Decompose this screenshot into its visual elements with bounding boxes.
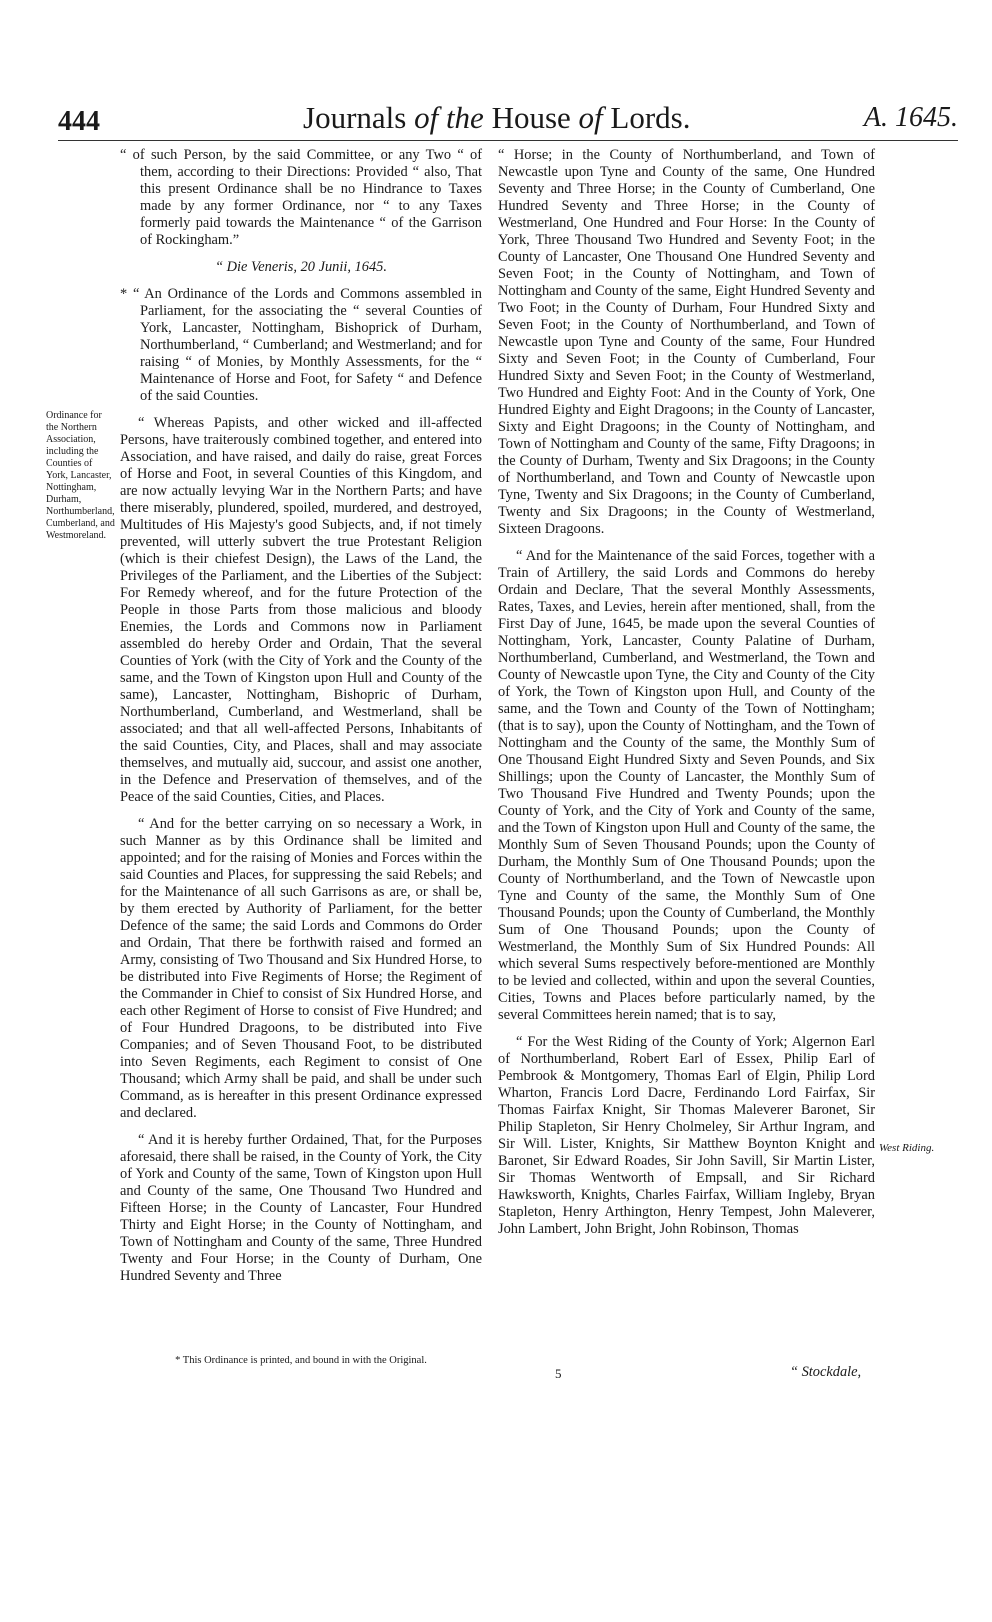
paragraph: “ Whereas Papists, and other wicked and ill-affected Persons, have traiterously combined together, and entered into Association, and have raised, and daily do raise, great Forces of Horse and Foot, in several Counties of this Kingdom, and are now actually levying War in the Northern Parts; and have there miserably, plundered, spoiled, murdered, and destroyed, Multitudes of His Majesty's good Subjects, and, if not timely prevented, will utterly subvert the true Protestant Religion (which is their chiefest Design), the Laws of the Land, the Privileges of the Parliament, and the Liberties of the Subject: For Remedy whereof, and for the future Protection of the People in those Parts from those malicious and bloody Enemies, the Lords and Commons now in Parliament assembled do hereby Order and Ordain, That the several Counties of York (with the City of York and the County of the same, and the Town of Kingston upon Hull and County of the same), Lancaster, Nottingham, Bishopric of Durham, Northumberland, Cumberland, and Westmerland, shall be associated; and that all well-affected Persons, Inhabitants of the said Counties, City, and Places, shall and may associate themselves, and mutually aid, succour, and assist one another, in the Defence and Preservation of themselves, and of the Peace of the said Counties, Cities, and Places. — [120, 415, 482, 805]
right-column — [498, 147, 875, 1238]
ordinance-title: * “ An Ordinance of the Lords and Commons assembled in Parliament, for the associating the “ several Counties of York, Lancaster, Nottingham, Bishoprick of Durham, Northumberland, “ Cumberland; and Westmerland; and for raising “ of Monies, by Monthly Assessments, for the “ Maintenance of Horse and Foot, for Safety “ and Defence of the said Counties. — [120, 286, 482, 404]
paragraph: “ For the West Riding of the County of York; Algernon Earl of Northumberland, Robert Earl of Essex, Philip Earl of Pembrook & Montgomery, Thomas Earl of Elgin, Philip Lord Wharton, Francis Lord Dacre, Ferdinando Lord Fairfax, Sir Thomas Fairfax Knight, Sir Thomas Maleverer Baronet, Sir Philip Stapleton, Sir Henry Cholmeley, Sir Arthur Ingram, and Sir Will. Lister, Knights, Sir Matthew Boynton Knight and Baronet, Sir Edward Roades, Sir John Savill, Sir Martin Lister, Sir Thomas Wentworth of Empsall, and Sir Richard Hawksworth, Knights, Charles Fairfax, William Ingleby, Bryan Stapleton, Henry Arthington, Henry Tempest, John Maleverer, John Lambert, John Bright, John Robinson, Thomas — [498, 1034, 875, 1237]
paragraph: “ And for the better carrying on so necessary a Work, in such Manner as by this Ordinance shall be limited and appointed; and for the raising of Monies and Forces within the said Counties and Places, for suppressing the said Rebels; and for the Maintenance of all such Garrisons as are, or shall be, by them erected by Authority of Parliament, for the better Defence of the same; the said Lords and Commons do Order and Ordain, That there be forthwith raised and formed an Army, consisting of Two Thousand and Six Hundred Horse, to be distributed into Five Regiments of Horse; the Regiment of the Commander in Chief to consist of Six Hundred Horse, and each other Regiment of Horse to consist of Five Hundred; and of Four Hundred Dragoons, to be distributed into Five Companies; and of Seven Thousand Foot, to be distributed into Seven Regiments, each Regiment to consist of One Thousand; which Army shall be paid, and shall be under such Command, as is hereafter in this present Ordinance expressed and declared. — [120, 816, 482, 1121]
year: A. 1645. — [863, 102, 958, 133]
running-title: Journals of the House of Lords. — [303, 100, 691, 135]
paragraph: “ Horse; in the County of Northumberland, and Town of Newcastle upon Tyne and County of the same, One Hundred Seventy and Three Horse; in the County of Cumberland, One Hundred Seventy and Three Horse; in the County of Westmerland, One Hundred and Four Horse: In the County of York, Three Thousand Two Hundred and Seventy Foot; in the County of Lancaster, One Thousand One Hundred Seventy and Seven Foot; in the County of Nottingham, and Town of Nottingham and County of the same, Eight Hundred Seventy and Two Foot; in the County of Durham, Four Hundred Sixty and Seven Foot; in the County of Northumberland, and Town of Newcastle upon Tyne and County of the same, Four Hundred Sixty and Seven Foot; in the County of Cumberland, Four Hundred Sixty and Seven Foot; in the County of Westmerland, Two Hundred and Eighty Foot: And in the County of York, One Hundred Eighty and Eight Dragoons; in the County of Lancaster, Sixty and Eight Dragoons; in the County of Nottingham, and Town of Nottingham and County of the same, Fifty Dragoons; in the County of Durham, Twenty and Six Dragoons; in the County of Northumberland, and Town and County of Newcastle upon Tyne, Twenty and Six Dragoons; in the County of Cumberland, Twenty and Six Dragoons; in the County of Westmerland, Sixteen Dragoons. — [498, 147, 875, 537]
page-header — [58, 96, 958, 136]
paragraph: “ of such Person, by the said Committee, or any Two “ of them, according to their Directions: Provided “ also, That this present Ordinance shall be no Hindrance to Taxes made by any former Ordinance, nor “ to any Taxes formerly paid towards the Maintenance “ of the Garrison of Rockingham.” — [120, 147, 482, 248]
left-column — [120, 147, 482, 1285]
date-heading: “ Die Veneris, 20 Junii, 1645. — [215, 259, 387, 275]
paragraph: “ And for the Maintenance of the said Forces, together with a Train of Artillery, the said Lords and Commons do hereby Ordain and Declare, That the several Monthly Assessments, Rates, Taxes, and Levies, herein after mentioned, shall, from the First Day of June, 1645, be made upon the several Counties of Nottingham, York, Lancaster, County Palatine of Durham, Northumberland, Cumberland, and Westmerland, the Town and County of Newcastle upon Tyne, the City and County of the City of York, the Town of Kingston upon Hull, and County of the same, and the Town and County of the Town of Nottingham; (that is to say), upon the County of Nottingham, and the Town of Nottingham and the County of the same, the Monthly Sum of One Thousand Eight Hundred Sixty and Seven Pounds, and Six Shillings; upon the County of Lancaster, the Monthly Sum of Two Thousand Five Hundred and Twenty Pounds; upon the County of York, and the City of York and County of the same, and the Town of Kingston upon Hull and County of the same, the Monthly Sum of Seven Thousand Pounds; upon the County of Durham, the Monthly Sum of One Thousand Pounds; upon the County of Northumberland, and the Town of Newcastle upon Tyne and County of the same, the Monthly Sum of One Thousand Pounds; upon the County of Cumberland, the Monthly Sum of One Thousand Pounds; upon the County of Westmerland, the Monthly Sum of Six Hundred Pounds: All which several Sums respectively before-mentioned are Monthly to be levied and collected, within and upon the several Counties, Cities, Towns and Places before particularly named, by the several Committees herein named; that is to say, — [498, 548, 875, 1023]
page-number: 444 — [58, 106, 100, 137]
margin-note-right: West Riding. — [879, 1142, 935, 1154]
footnote: * This Ordinance is printed, and bound in with the Original. — [175, 1355, 427, 1366]
paragraph: “ And it is hereby further Ordained, That, for the Purposes aforesaid, there shall be raised, in the County of York, the City of York and County of the same, Town of Kingston upon Hull and County of the same, One Thousand Two Hundred and Fifteen Horse; in the County of Lancaster, Four Hundred Thirty and Eight Horse; in the County of Nottingham, and Town of Nottingham and County of the same, Three Hundred Twenty and Four Horse; in the County of Durham, One Hundred Seventy and Three — [120, 1132, 482, 1284]
catchword: “ Stockdale, — [790, 1364, 862, 1380]
signature-mark: 5 — [555, 1366, 562, 1381]
margin-note: Ordinance for the Northern Association, including the Counties of York, Lancaster, Nottingham, Durham, Northumberland, Cumberland, and Westmoreland. — [46, 410, 115, 541]
header-rule — [58, 140, 958, 141]
